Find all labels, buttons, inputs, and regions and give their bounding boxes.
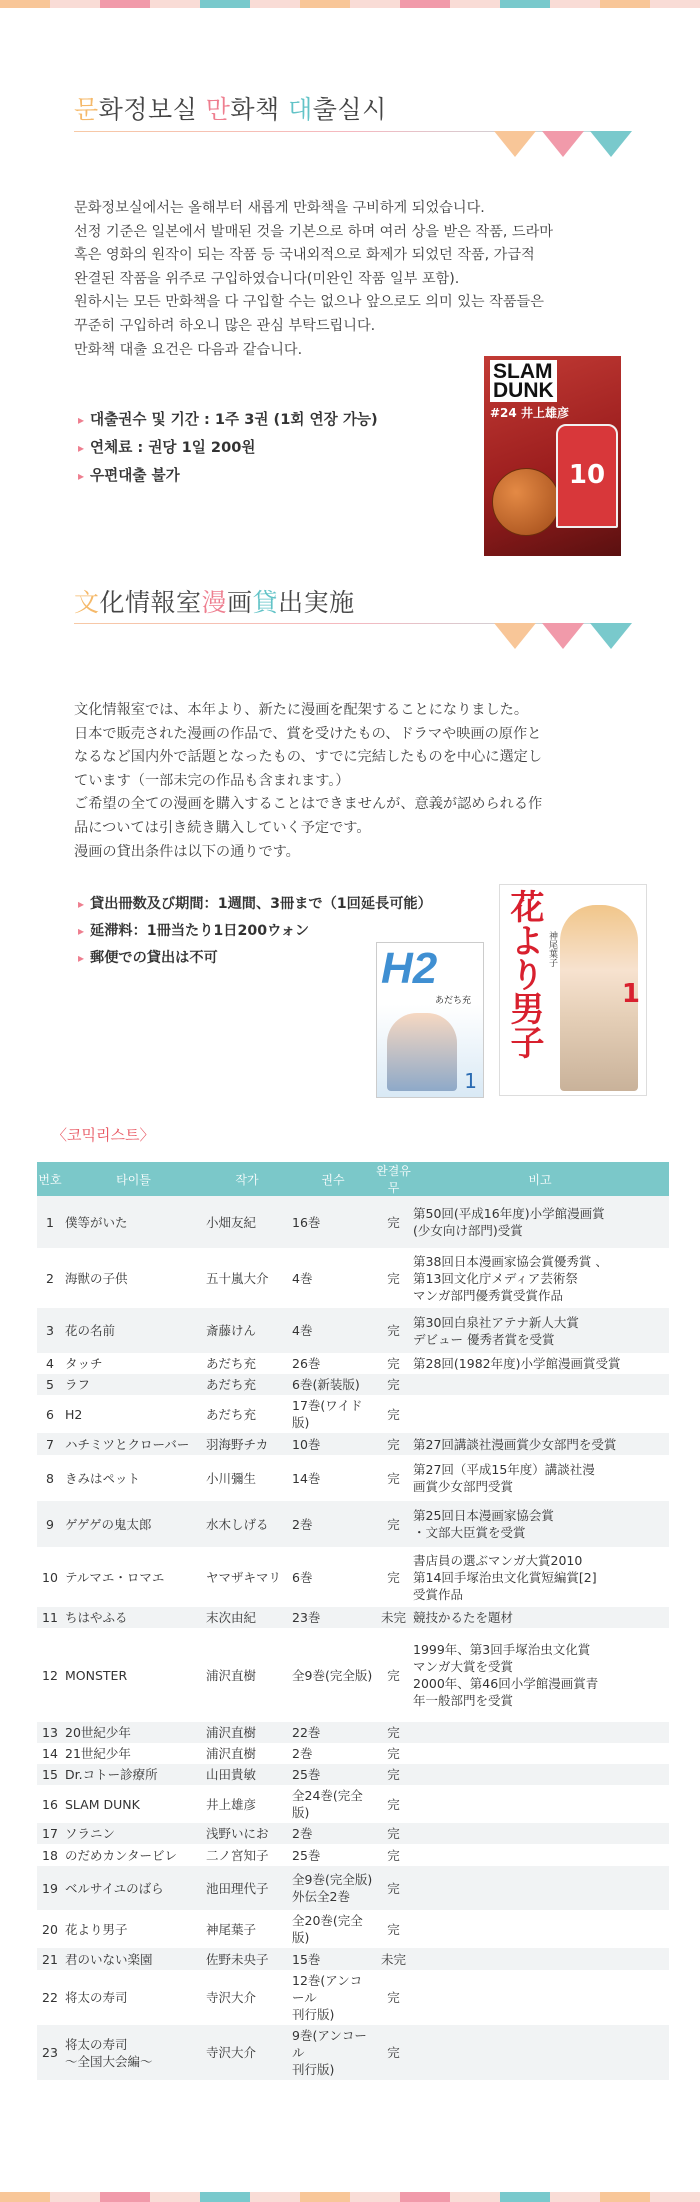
cell-notes: 1999年、第3回手塚治虫文化賞 マンガ大賞を受賞 2000年、第46回小学館漫画賞青 年一般部門を受賞: [411, 1628, 669, 1722]
cell-title: 20世紀少年: [63, 1722, 204, 1743]
japanese-heading: 文化情報室漫画貸出実施: [74, 588, 355, 617]
cell-notes: [411, 1866, 669, 1910]
condition-item: ▸ 대출권수 및 기간 : 1주 3권 (1회 연장 가능): [78, 406, 378, 434]
cell-number: 12: [37, 1628, 63, 1722]
cell-completed: 完: [376, 1970, 411, 2025]
cell-completed: 完: [376, 1628, 411, 1722]
stripe-segment: [150, 0, 200, 8]
cell-author: 小川彌生: [204, 1455, 290, 1501]
cell-number: 22: [37, 1970, 63, 2025]
cell-author: 五十嵐大介: [204, 1248, 290, 1308]
cell-notes: 第27回（平成15年度）講談社漫 画賞少女部門受賞: [411, 1455, 669, 1501]
cell-number: 9: [37, 1501, 63, 1547]
triangle-peach: [494, 131, 536, 157]
cell-volumes: 2巻: [290, 1501, 376, 1547]
triangle-teal: [590, 623, 632, 649]
cell-notes: [411, 1743, 669, 1764]
cell-author: あだち充: [204, 1353, 290, 1374]
cell-completed: 完: [376, 1196, 411, 1248]
cell-volumes: 26巻: [290, 1353, 376, 1374]
stripe-segment: [250, 2192, 300, 2202]
cell-volumes: 2巻: [290, 1743, 376, 1764]
cell-title: 花より男子: [63, 1910, 204, 1948]
stripe-segment: [150, 2192, 200, 2202]
japanese-intro-paragraph: 文化情報室では、本年より、新たに漫画を配架することになりました。 日本で販売された漫画の作品で、賞を受けたもの、ドラマや映画の原作と なるなど国内外で話題となったもの、すでに完結したものを中心に選定し ています（一部未完の作品も含まれます。） ご希望の全ての漫画を購入することはできませんが、意義が認められる作 品については引き続き購入していく予定です。 漫画の貸出条件は以下の通りです。: [74, 702, 543, 860]
cell-number: 3: [37, 1308, 63, 1353]
triangle-pink: [542, 131, 584, 157]
stripe-segment: [50, 0, 100, 8]
bottom-color-stripe: [0, 2192, 700, 2202]
table-row: [37, 1501, 669, 1547]
table-row: [37, 1455, 669, 1501]
cell-author: ヤマザキマリ: [204, 1547, 290, 1607]
column-header-title: 타이틀: [63, 1162, 204, 1196]
cell-completed: 完: [376, 1743, 411, 1764]
cell-number: 1: [37, 1196, 63, 1248]
cell-completed: 完: [376, 1374, 411, 1395]
cell-author: 井上雄彦: [204, 1785, 290, 1823]
cell-title: SLAM DUNK: [63, 1785, 204, 1823]
basketball-icon: [492, 468, 560, 536]
stripe-segment: [400, 0, 450, 8]
cell-volumes: 全20巻(完全版): [290, 1910, 376, 1948]
condition-item: ▸ 연체료 : 권당 1일 200원: [78, 434, 378, 462]
table-row: [37, 1248, 669, 1308]
triangle-pink: [542, 623, 584, 649]
stripe-segment: [550, 2192, 600, 2202]
cell-volumes: 全24巻(完全版): [290, 1785, 376, 1823]
table-row: [37, 1844, 669, 1866]
h2-cover-image: H2 あだち充 1: [376, 942, 484, 1098]
cell-number: 18: [37, 1844, 63, 1866]
cell-notes: 第38回日本漫画家協会賞優秀賞 、 第13回文化庁メディア芸術祭 マンガ部門優秀賞受賞作品: [411, 1248, 669, 1308]
comic-list-body: [37, 1196, 669, 2080]
cell-number: 23: [37, 2025, 63, 2080]
cell-notes: 第28回(1982年度)小学館漫画賞受賞: [411, 1353, 669, 1374]
stripe-segment: [300, 0, 350, 8]
stripe-segment: [650, 0, 700, 8]
cell-completed: 未完: [376, 1607, 411, 1628]
cell-volumes: 17巻(ワイド版): [290, 1395, 376, 1433]
table-header-row: [37, 1162, 669, 1196]
cell-title: 花の名前: [63, 1308, 204, 1353]
cell-volumes: 16巻: [290, 1196, 376, 1248]
cell-title: MONSTER: [63, 1628, 204, 1722]
cell-author: 佐野未央子: [204, 1948, 290, 1970]
triangle-teal: [590, 131, 632, 157]
japanese-triangle-decoration: [494, 623, 632, 649]
jersey: 10: [556, 424, 618, 528]
table-row: [37, 1547, 669, 1607]
condition-item: ▸ 貸出冊数及び期間：1週間、3冊まで（1回延長可能）: [78, 891, 432, 918]
cell-number: 5: [37, 1374, 63, 1395]
cell-author: 浅野いにお: [204, 1823, 290, 1844]
table-row: [37, 1607, 669, 1628]
cell-title: ソラニン: [63, 1823, 204, 1844]
cell-completed: 完: [376, 2025, 411, 2080]
table-row: [37, 1823, 669, 1844]
cell-author: 斎藤けん: [204, 1308, 290, 1353]
stripe-segment: [100, 2192, 150, 2202]
cell-volumes: 14巻: [290, 1455, 376, 1501]
cell-notes: 書店員の選ぶマンガ大賞2010 第14回手塚治虫文化賞短編賞[2] 受賞作品: [411, 1547, 669, 1607]
cell-author: 浦沢直樹: [204, 1743, 290, 1764]
cell-title: ラフ: [63, 1374, 204, 1395]
cell-title: ハチミツとクローバー: [63, 1433, 204, 1455]
cell-title: 海獣の子供: [63, 1248, 204, 1308]
table-row: [37, 1433, 669, 1455]
cell-title: ゲゲゲの鬼太郎: [63, 1501, 204, 1547]
column-header-notes: 비고: [411, 1162, 669, 1196]
cell-author: 寺沢大介: [204, 2025, 290, 2080]
table-row: [37, 1308, 669, 1353]
cell-notes: [411, 1764, 669, 1785]
table-row: [37, 2025, 669, 2080]
cell-completed: 完: [376, 1764, 411, 1785]
hana-yori-dango-cover-image: 花より男子 神尾葉子 1: [499, 884, 647, 1096]
cell-volumes: 6巻(新装版): [290, 1374, 376, 1395]
cell-notes: [411, 1823, 669, 1844]
cell-completed: 完: [376, 1910, 411, 1948]
cell-completed: 完: [376, 1722, 411, 1743]
stripe-segment: [500, 2192, 550, 2202]
cell-volumes: 4巻: [290, 1248, 376, 1308]
cell-title: ちはやふる: [63, 1607, 204, 1628]
column-header-author: 작가: [204, 1162, 290, 1196]
korean-heading: 문화정보실 만화책 대출실시: [74, 95, 387, 124]
cell-title: 君のいない楽園: [63, 1948, 204, 1970]
stripe-segment: [50, 2192, 100, 2202]
cell-author: 二ノ宮知子: [204, 1844, 290, 1866]
cell-completed: 完: [376, 1395, 411, 1433]
stripe-segment: [350, 0, 400, 8]
cell-notes: [411, 1948, 669, 1970]
stripe-segment: [650, 2192, 700, 2202]
stripe-segment: [300, 2192, 350, 2202]
column-header-number: 번호: [37, 1162, 63, 1196]
cell-completed: 完: [376, 1455, 411, 1501]
cell-volumes: 23巻: [290, 1607, 376, 1628]
cell-volumes: 10巻: [290, 1433, 376, 1455]
cell-completed: 完: [376, 1353, 411, 1374]
stripe-segment: [550, 0, 600, 8]
cell-volumes: 6巻: [290, 1547, 376, 1607]
cell-volumes: 25巻: [290, 1844, 376, 1866]
cell-number: 6: [37, 1395, 63, 1433]
cell-author: 山田貴敏: [204, 1764, 290, 1785]
comic-list-heading: 〈코믹리스트〉: [52, 1126, 155, 1144]
stripe-segment: [100, 0, 150, 8]
cell-author: 末次由紀: [204, 1607, 290, 1628]
cell-volumes: 全9巻(完全版): [290, 1628, 376, 1722]
cell-volumes: 22巻: [290, 1722, 376, 1743]
cell-title: テルマエ・ロマエ: [63, 1547, 204, 1607]
stripe-segment: [450, 0, 500, 8]
cell-completed: 完: [376, 1501, 411, 1547]
cell-title: Dr.コトー診療所: [63, 1764, 204, 1785]
cell-title: 21世紀少年: [63, 1743, 204, 1764]
table-row: [37, 1374, 669, 1395]
stripe-segment: [200, 2192, 250, 2202]
table-row: [37, 1764, 669, 1785]
cell-completed: 完: [376, 1823, 411, 1844]
cell-title: 将太の寿司: [63, 1970, 204, 2025]
cell-author: 神尾葉子: [204, 1910, 290, 1948]
cell-number: 4: [37, 1353, 63, 1374]
cell-number: 13: [37, 1722, 63, 1743]
cell-volumes: 25巻: [290, 1764, 376, 1785]
comic-list-table: [37, 1162, 669, 2080]
cell-completed: 完: [376, 1547, 411, 1607]
cell-number: 16: [37, 1785, 63, 1823]
cell-notes: 競技かるたを題材: [411, 1607, 669, 1628]
cell-title: きみはペット: [63, 1455, 204, 1501]
cell-number: 8: [37, 1455, 63, 1501]
cell-author: 寺沢大介: [204, 1970, 290, 2025]
stripe-segment: [0, 0, 50, 8]
table-row: [37, 1395, 669, 1433]
cell-completed: 完: [376, 1248, 411, 1308]
cell-author: あだち充: [204, 1374, 290, 1395]
cell-author: 池田理代子: [204, 1866, 290, 1910]
cell-completed: 完: [376, 1785, 411, 1823]
cell-number: 17: [37, 1823, 63, 1844]
korean-intro-paragraph: 문화정보실에서는 올해부터 새롭게 만화책을 구비하게 되었습니다. 선정 기준은 일본에서 발매된 것을 기본으로 하며 여러 상을 받은 작품, 드라마 혹은 영화의 원작이 되는 작품 등 국내외적으로 화제가 되었던 작품, 가급적 완결된 작품을 위주로 구입하였습니다(미완인 작품 일부 포함). 원하시는 모든 만화책을 다 구입할 수는 없으나 앞으로도 의미 있는 작품들은 꾸준히 구입하려 하오니 많은 관심 부탁드립니다. 만화책 대출 요건은 다음과 같습니다.: [74, 200, 553, 358]
baseball-players-illustration: [387, 1013, 457, 1091]
cell-author: 小畑友紀: [204, 1196, 290, 1248]
cell-author: あだち充: [204, 1395, 290, 1433]
condition-item: ▸ 延滞料：1冊当たり1日200ウォン: [78, 918, 432, 945]
cell-title: H2: [63, 1395, 204, 1433]
cell-volumes: 4巻: [290, 1308, 376, 1353]
cell-notes: [411, 1910, 669, 1948]
cell-number: 21: [37, 1948, 63, 1970]
cell-notes: [411, 1395, 669, 1433]
table-row: [37, 1722, 669, 1743]
cell-title: タッチ: [63, 1353, 204, 1374]
stripe-segment: [450, 2192, 500, 2202]
cell-author: 浦沢直樹: [204, 1722, 290, 1743]
cell-completed: 完: [376, 1844, 411, 1866]
cell-author: 浦沢直樹: [204, 1628, 290, 1722]
cell-notes: 第50回(平成16年度)小学館漫画賞 (少女向け部門)受賞: [411, 1196, 669, 1248]
condition-item: ▸ 우편대출 불가: [78, 462, 378, 490]
cell-completed: 完: [376, 1866, 411, 1910]
korean-loan-conditions: [78, 406, 378, 490]
cell-completed: 完: [376, 1308, 411, 1353]
triangle-peach: [494, 623, 536, 649]
cell-author: 水木しげる: [204, 1501, 290, 1547]
cell-notes: [411, 1785, 669, 1823]
cell-notes: [411, 1374, 669, 1395]
table-row: [37, 1970, 669, 2025]
cell-volumes: 2巻: [290, 1823, 376, 1844]
cell-number: 10: [37, 1547, 63, 1607]
cell-author: 羽海野チカ: [204, 1433, 290, 1455]
stripe-segment: [350, 2192, 400, 2202]
table-row: [37, 1910, 669, 1948]
cell-number: 15: [37, 1764, 63, 1785]
cell-notes: [411, 1844, 669, 1866]
cell-title: 僕等がいた: [63, 1196, 204, 1248]
stripe-segment: [500, 0, 550, 8]
table-row: [37, 1948, 669, 1970]
cell-notes: [411, 2025, 669, 2080]
cell-completed: 完: [376, 1433, 411, 1455]
cell-completed: 未完: [376, 1948, 411, 1970]
table-row: [37, 1353, 669, 1374]
top-color-stripe: [0, 0, 700, 8]
cell-number: 20: [37, 1910, 63, 1948]
table-row: [37, 1196, 669, 1248]
cell-title: 将太の寿司 ～全国大会編～: [63, 2025, 204, 2080]
cell-volumes: 9巻(アンコール 刊行版): [290, 2025, 376, 2080]
cell-notes: 第30回白泉社アテナ新人大賞 デビュー 優秀者賞を受賞: [411, 1308, 669, 1353]
cell-notes: [411, 1970, 669, 2025]
table-row: [37, 1785, 669, 1823]
cell-title: ベルサイユのばら: [63, 1866, 204, 1910]
cell-title: のだめカンタービレ: [63, 1844, 204, 1866]
stripe-segment: [0, 2192, 50, 2202]
korean-triangle-decoration: [494, 131, 632, 157]
cell-number: 7: [37, 1433, 63, 1455]
stripe-segment: [250, 0, 300, 8]
table-row: [37, 1743, 669, 1764]
cell-number: 14: [37, 1743, 63, 1764]
column-header-volumes: 권수: [290, 1162, 376, 1196]
stripe-segment: [200, 0, 250, 8]
cell-number: 19: [37, 1866, 63, 1910]
table-row: [37, 1866, 669, 1910]
cell-volumes: 全9巻(完全版) 外伝全2巻: [290, 1866, 376, 1910]
column-header-completed: 완결유무: [376, 1164, 411, 1195]
condition-item: ▸ 郵便での貸出は不可: [78, 945, 432, 972]
cell-number: 11: [37, 1607, 63, 1628]
cell-notes: [411, 1722, 669, 1743]
stripe-segment: [600, 2192, 650, 2202]
cell-notes: 第25回日本漫画家協会賞 ・文部大臣賞を受賞: [411, 1501, 669, 1547]
cell-volumes: 12巻(アンコール 刊行版): [290, 1970, 376, 2025]
stripe-segment: [400, 2192, 450, 2202]
stripe-segment: [600, 0, 650, 8]
slam-dunk-cover-image: SLAM DUNK #24 井上雄彦 10: [484, 356, 621, 556]
table-row: [37, 1628, 669, 1722]
cell-notes: 第27回講談社漫画賞少女部門を受賞: [411, 1433, 669, 1455]
cell-number: 2: [37, 1248, 63, 1308]
cell-volumes: 15巻: [290, 1948, 376, 1970]
